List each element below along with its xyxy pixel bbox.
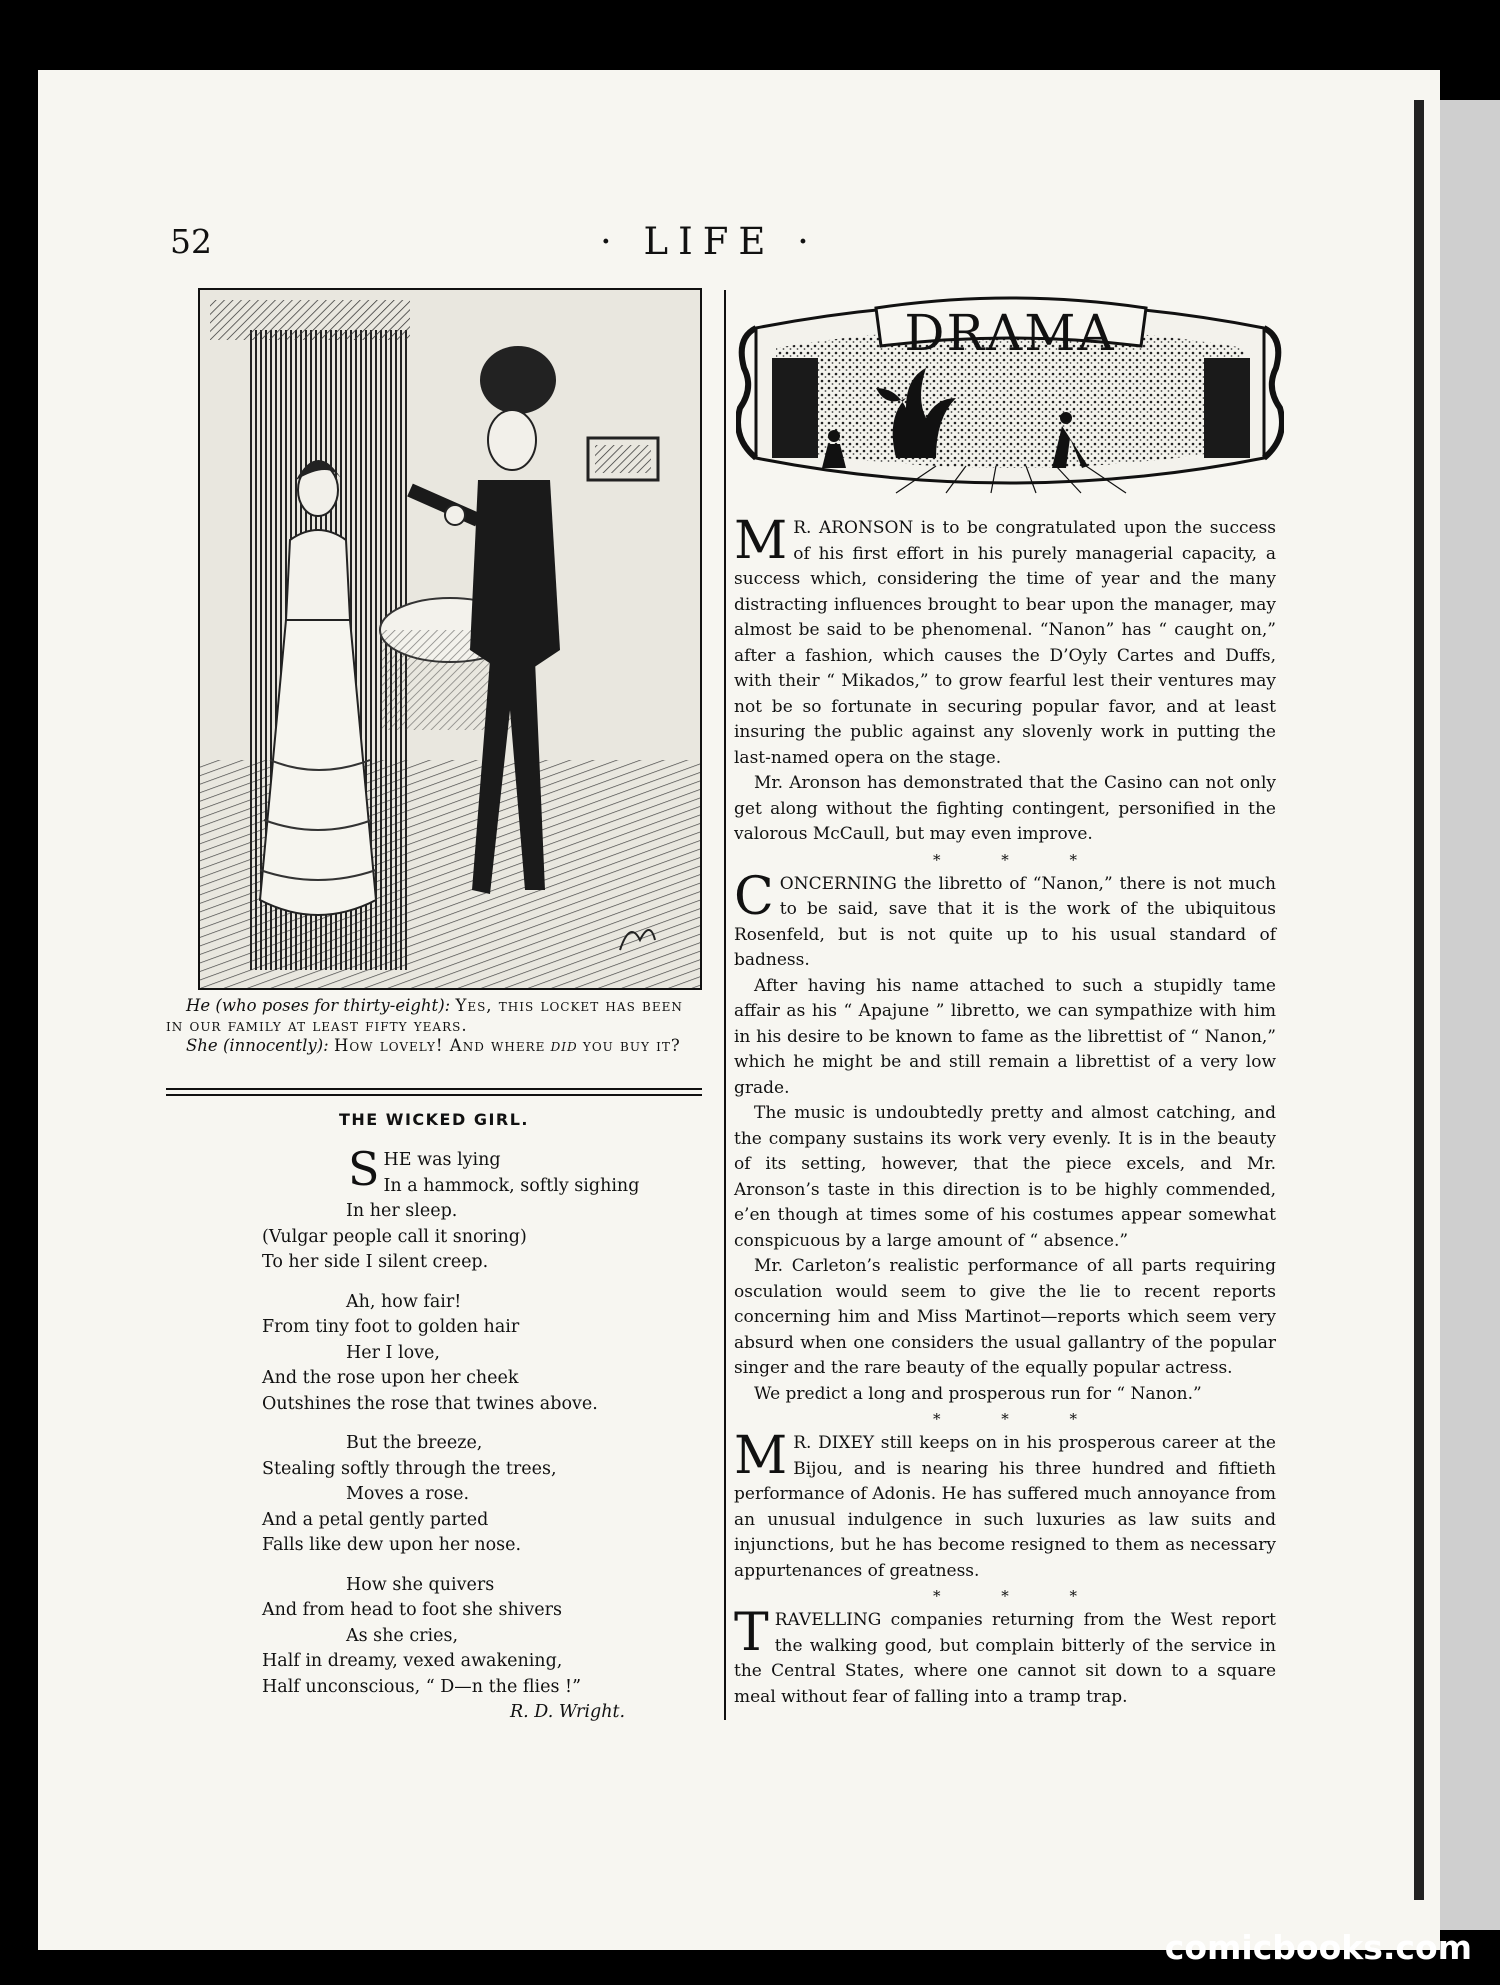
poem-line: Half unconscious, “ D—n the flies !”	[262, 1676, 582, 1697]
section-rule-bottom	[166, 1094, 702, 1096]
section-stars: * * *	[932, 1587, 1106, 1605]
drama-paragraph-travelling	[734, 1603, 1276, 1710]
paragraph-text: R. ARONSON is to be congratulated upon the success of his first effort in his purely managerial capacity, a success which, considering the time of year and the many distracting influences brought to bear upon the manager, may almost be said to be phenomenal. “Nanon” has “ caught on,” after a fashion, which causes the D’Oyly Cartes and Duffs, with their “ Mikados,” to grow fearful lest their ventures may not be so fortunate in securing popular favor, and at least insuring the public against any slovenly work in putting the last-named opera on the stage.	[734, 518, 1276, 768]
drama-banner	[736, 288, 1284, 496]
drama-paragraph-music: The music is undoubtedly pretty and almost catching, and the company sustains its work very evenly. It is in the beauty of its setting, however, that the piece excels, and Mr. Aronson’s taste in this direction is to be highly commended, e’en though at times some of his costumes appear somewhat conspicuous by a large amount of “ absence.”	[734, 1103, 1276, 1251]
poem-line: And a petal gently parted	[262, 1509, 489, 1530]
poem-line: But the breeze,	[346, 1433, 483, 1453]
paragraph-text: ONCERNING the libretto of “Nanon,” there is not much to be said, save that it is the work of the ubiquitous Rosenfeld, but is not quite up to his usual standard of badness.	[734, 873, 1276, 970]
section-stars: * * *	[932, 850, 1106, 869]
drop-cap: T	[734, 1603, 769, 1663]
poem-line: Half in dreamy, vexed awakening,	[262, 1651, 563, 1671]
caption-line-he	[166, 996, 696, 1036]
poem-line: HE was lying	[383, 1150, 501, 1170]
paragraph-text: R. DIXEY still keeps on in his prosperous career at the Bijou, and is nearing his three hundred and fiftieth performance of Adonis. He has suffered much annoyance from an unusual indulgence in such luxuries as law suits and injunctions, but he has become resigned to them as necessary appurtenances of greatness.	[734, 1433, 1276, 1581]
poem-line: To her side I silent creep.	[262, 1252, 489, 1272]
section-stars: * * *	[932, 1410, 1106, 1428]
scan-top-border	[0, 0, 1500, 68]
poem-line: How she quivers	[346, 1574, 495, 1595]
caption-speaker-she: She (innocently):	[186, 1036, 329, 1055]
poem-line: Moves a rose.	[346, 1484, 470, 1504]
poem-line: As she cries,	[346, 1625, 459, 1646]
caption-dialogue-he: Yes, this locket has been in our family at least fifty years.	[166, 996, 683, 1035]
masthead-title: · LIFE ·	[600, 220, 819, 263]
poem-line: In a hammock, softly sighing	[383, 1175, 640, 1196]
caption-dialogue-she-b: you buy it?	[582, 1036, 681, 1055]
drama-paragraph-casino: Mr. Aronson has demonstrated that the Casino can not only get along without the fighting contingent, personified in the valorous McCaull, but may even improve.	[734, 773, 1276, 844]
page-gutter-shadow	[1414, 100, 1424, 1900]
poem-title: THE WICKED GIRL.	[338, 1110, 529, 1129]
drama-paragraph-libretto	[734, 866, 1276, 974]
caption-speaker-he: He (who poses for thirty-eight):	[186, 996, 451, 1015]
poem-line: Stealing softly through the trees,	[262, 1458, 557, 1479]
caption-dialogue-she-a: How lovely! And where	[333, 1036, 546, 1055]
poem-body	[262, 1142, 722, 1700]
poem-line: And the rose upon her cheek	[262, 1368, 519, 1388]
column-divider	[724, 290, 726, 1720]
poem-line: In her sleep.	[346, 1201, 458, 1221]
poem-line: Ah, how fair!	[346, 1291, 462, 1312]
cartoon-drawing	[200, 290, 700, 988]
section-rule-top	[166, 1088, 702, 1090]
site-watermark: comicbooks.com	[1164, 1928, 1472, 1967]
poem-drop-cap: S	[348, 1142, 380, 1196]
poem-author: R. D. Wright.	[510, 1702, 626, 1722]
page-number: 52	[170, 222, 212, 261]
poem-line: (Vulgar people call it snoring)	[262, 1226, 527, 1247]
drama-paragraph-predict: We predict a long and prosperous run for “ Nanon.”	[754, 1383, 1202, 1404]
drama-article	[734, 511, 1276, 1710]
cartoon-caption	[166, 996, 696, 1056]
paragraph-text: RAVELLING companies returning from the West report the walking good, but complain bitterly of the service in the Central States, where one cannot sit down to a square meal without fear of falling into a tramp trap.	[734, 1610, 1276, 1707]
poem-line: Outshines the rose that twines above.	[262, 1393, 598, 1414]
drop-cap: M	[734, 1426, 788, 1486]
poem-line: And from head to foot she shivers	[262, 1600, 562, 1620]
caption-line-she	[166, 1036, 696, 1056]
drop-cap: C	[734, 866, 774, 927]
scan-right-edge	[1440, 100, 1500, 1930]
poem-line: Her I love,	[346, 1342, 440, 1363]
poem-line: Falls like dew upon her nose.	[262, 1535, 522, 1555]
caption-dialogue-she-em: did	[550, 1036, 578, 1055]
cartoon-illustration	[198, 288, 702, 990]
poem-line: From tiny foot to golden hair	[262, 1317, 520, 1337]
drama-paragraph-aronson	[734, 511, 1276, 771]
drama-banner-title: DRAMA	[904, 304, 1116, 362]
drama-paragraph-carleton: Mr. Carleton’s realistic performance of all parts requiring osculation would seem to give the lie to recent reports concerning him and Miss Martinot—reports which seem very absurd when one considers the usual gallantry of the popular singer and the rare beauty of the equally popular actress.	[734, 1256, 1276, 1378]
drama-paragraph-dixey	[734, 1426, 1276, 1584]
drama-paragraph-apajune: After having his name attached to such a stupidly tame affair as his “ Apajune ” libretto, we can sympathize with him in his desire to be known to fame as the librettist of “ Nanon,” which he might be and still remain a librettist of a very low grade.	[734, 975, 1276, 1098]
drop-cap: M	[734, 511, 788, 571]
